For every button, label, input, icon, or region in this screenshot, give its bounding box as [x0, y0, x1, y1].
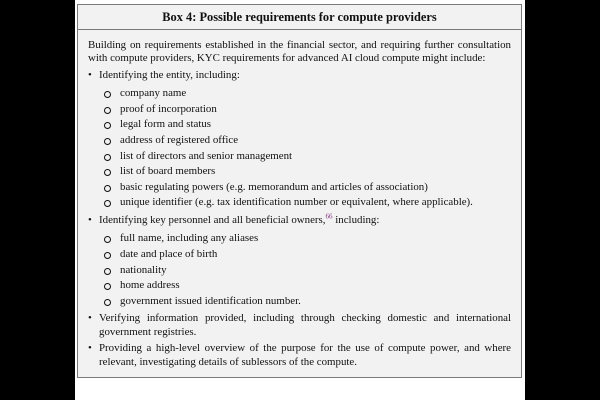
document-page — [75, 0, 525, 400]
circle-bullet-icon — [104, 268, 111, 275]
sub-list — [99, 231, 511, 309]
circle-bullet-icon — [104, 252, 111, 259]
circle-bullet-icon — [104, 91, 111, 98]
footnote-link[interactable]: 66 — [325, 212, 333, 221]
sub-list-item: legal form and status — [99, 117, 511, 133]
circle-bullet-icon — [104, 107, 111, 114]
sub-list-item: proof of incorporation — [99, 102, 511, 118]
item-text: Providing a high-level overview of the purpose for the use of compute power, and where relevant, investigating details of sublessors of the compute. — [99, 342, 511, 368]
box-content — [78, 30, 521, 369]
sub-list-item: date and place of birth — [99, 247, 511, 263]
circle-bullet-icon — [104, 200, 111, 207]
sub-list-item: list of directors and senior management — [99, 149, 511, 165]
box-title: Box 4: Possible requirements for compute providers — [78, 5, 521, 30]
item-text-after: including: — [332, 213, 380, 226]
item-text: Identifying key personnel and all beneficial owners, — [99, 213, 326, 226]
item-text: Identifying the entity, including: — [99, 68, 240, 81]
circle-bullet-icon — [104, 283, 111, 290]
list-item — [88, 312, 511, 339]
circle-bullet-icon — [104, 169, 111, 176]
circle-bullet-icon — [104, 299, 111, 306]
circle-bullet-icon — [104, 122, 111, 129]
list-item — [88, 342, 511, 369]
sub-list-item: full name, including any aliases — [99, 231, 511, 247]
circle-bullet-icon — [104, 185, 111, 192]
sub-list-item: list of board members — [99, 164, 511, 180]
list-item — [88, 214, 511, 309]
requirements-box — [77, 4, 522, 378]
sub-list-item: company name — [99, 86, 511, 102]
bullet-icon: • — [88, 68, 92, 81]
bullet-icon: • — [88, 213, 92, 226]
requirements-list — [88, 69, 511, 369]
intro-paragraph: Building on requirements established in the financial sector, and requiring further consultation with compute providers, KYC requirements for advanced AI cloud compute might include: — [88, 39, 511, 65]
list-item — [88, 69, 511, 211]
circle-bullet-icon — [104, 138, 111, 145]
sub-list-item: nationality — [99, 263, 511, 279]
bullet-icon: • — [88, 342, 92, 355]
sub-list-item: basic regulating powers (e.g. memorandum and articles of association) — [99, 180, 511, 196]
sub-list-item: unique identifier (e.g. tax identification number or equivalent, where applicable). — [99, 195, 511, 211]
sub-list — [99, 86, 511, 211]
circle-bullet-icon — [104, 236, 111, 243]
bullet-icon: • — [88, 312, 92, 325]
sub-list-item: address of registered office — [99, 133, 511, 149]
circle-bullet-icon — [104, 154, 111, 161]
sub-list-item: home address — [99, 278, 511, 294]
sub-list-item: government issued identification number. — [99, 294, 511, 310]
item-text: Verifying information provided, including through checking domestic and international government registries. — [99, 312, 511, 338]
